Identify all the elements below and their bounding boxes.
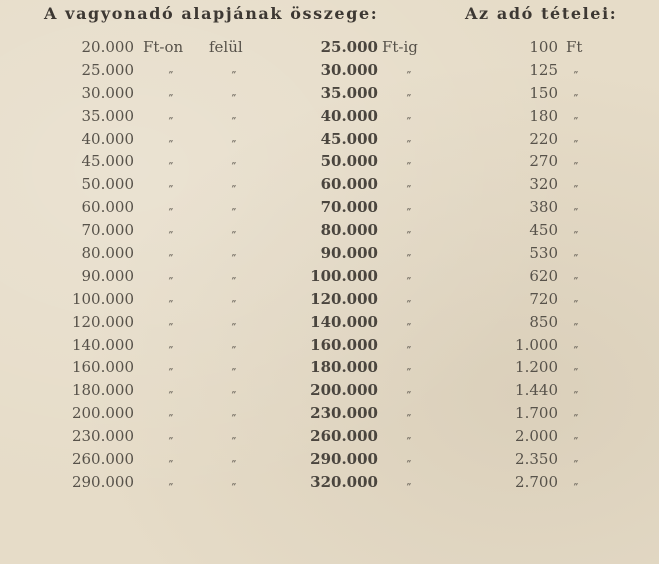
ditto-mark: „	[573, 407, 579, 419]
ditto-mark: „	[406, 384, 412, 396]
table-row	[0, 402, 659, 425]
ditto-mark: „	[406, 224, 412, 236]
ditto-mark: „	[406, 292, 412, 304]
cell-from: 30.000	[81, 83, 134, 102]
ditto-mark: „	[168, 86, 174, 98]
ditto-mark: „	[573, 453, 579, 465]
table-row	[0, 425, 659, 448]
ditto-mark: „	[168, 338, 174, 350]
table-row	[0, 196, 659, 219]
table-row	[0, 150, 659, 173]
cell-tax: 2.350	[515, 450, 558, 469]
cell-from: 260.000	[71, 450, 134, 469]
ditto-mark: „	[573, 86, 579, 98]
cell-tax: 270	[529, 152, 558, 171]
ditto-mark: „	[231, 224, 237, 236]
cell-tax: 380	[529, 198, 558, 217]
ditto-mark: „	[573, 315, 579, 327]
cell-from: 200.000	[71, 404, 134, 423]
cell-tax-unit: Ft	[566, 38, 583, 56]
cell-to: 200.000	[310, 381, 378, 400]
ditto-mark: „	[406, 475, 412, 487]
cell-tax: 150	[529, 83, 558, 102]
cell-tax: 850	[529, 312, 558, 331]
cell-from: 180.000	[71, 381, 134, 400]
cell-from: 290.000	[71, 472, 134, 491]
ditto-mark: „	[231, 178, 237, 190]
ditto-mark: „	[231, 292, 237, 304]
cell-to: 290.000	[310, 450, 378, 469]
ditto-mark: „	[406, 109, 412, 121]
ditto-mark: „	[231, 109, 237, 121]
cell-tax: 180	[529, 106, 558, 125]
ditto-mark: „	[231, 86, 237, 98]
ditto-mark: „	[573, 109, 579, 121]
ditto-mark: „	[573, 269, 579, 281]
cell-from: 60.000	[81, 198, 134, 217]
ditto-mark: „	[231, 155, 237, 167]
cell-tax: 620	[529, 266, 558, 285]
ditto-mark: „	[406, 361, 412, 373]
ditto-mark: „	[231, 430, 237, 442]
ditto-mark: „	[573, 178, 579, 190]
ditto-mark: „	[168, 384, 174, 396]
cell-to: 70.000	[320, 198, 378, 217]
cell-from-word: felül	[209, 38, 243, 56]
cell-to: 230.000	[310, 404, 378, 423]
ditto-mark: „	[573, 224, 579, 236]
ditto-mark: „	[406, 430, 412, 442]
table-row	[0, 105, 659, 128]
table-row	[0, 59, 659, 82]
ditto-mark: „	[168, 109, 174, 121]
cell-from-unit: Ft-on	[143, 38, 184, 56]
table-row	[0, 379, 659, 402]
ditto-mark: „	[406, 247, 412, 259]
cell-tax: 220	[529, 129, 558, 148]
table-row	[0, 334, 659, 357]
cell-from: 70.000	[81, 221, 134, 240]
ditto-mark: „	[168, 315, 174, 327]
ditto-mark: „	[231, 407, 237, 419]
cell-tax: 1.700	[515, 404, 558, 423]
ditto-mark: „	[573, 292, 579, 304]
ditto-mark: „	[168, 269, 174, 281]
cell-to: 90.000	[320, 244, 378, 263]
ditto-mark: „	[231, 247, 237, 259]
ditto-mark: „	[168, 407, 174, 419]
cell-to: 180.000	[310, 358, 378, 377]
ditto-mark: „	[231, 201, 237, 213]
ditto-mark: „	[231, 475, 237, 487]
cell-from: 230.000	[71, 427, 134, 446]
cell-tax: 1.200	[515, 358, 558, 377]
table-row	[0, 356, 659, 379]
cell-to: 25.000	[320, 38, 378, 56]
cell-tax: 530	[529, 244, 558, 263]
table-row	[0, 82, 659, 105]
ditto-mark: „	[231, 361, 237, 373]
cell-tax: 320	[529, 175, 558, 194]
ditto-mark: „	[168, 292, 174, 304]
ditto-mark: „	[406, 155, 412, 167]
table-row	[0, 265, 659, 288]
cell-tax: 1.440	[515, 381, 558, 400]
ditto-mark: „	[573, 430, 579, 442]
cell-to: 260.000	[310, 427, 378, 446]
ditto-mark: „	[168, 132, 174, 144]
cell-from: 90.000	[81, 266, 134, 285]
cell-from: 80.000	[81, 244, 134, 263]
table-row	[0, 36, 659, 59]
ditto-mark: „	[231, 132, 237, 144]
ditto-mark: „	[573, 155, 579, 167]
cell-to: 45.000	[320, 129, 378, 148]
cell-tax: 720	[529, 289, 558, 308]
ditto-mark: „	[573, 384, 579, 396]
ditto-mark: „	[406, 63, 412, 75]
ditto-mark: „	[168, 475, 174, 487]
cell-from: 25.000	[81, 60, 134, 79]
table-row	[0, 471, 659, 494]
table-row	[0, 242, 659, 265]
ditto-mark: „	[406, 269, 412, 281]
ditto-mark: „	[406, 86, 412, 98]
ditto-mark: „	[231, 269, 237, 281]
ditto-mark: „	[231, 338, 237, 350]
ditto-mark: „	[573, 132, 579, 144]
ditto-mark: „	[573, 247, 579, 259]
ditto-mark: „	[573, 338, 579, 350]
ditto-mark: „	[231, 315, 237, 327]
cell-from: 120.000	[71, 312, 134, 331]
ditto-mark: „	[168, 63, 174, 75]
table-row	[0, 219, 659, 242]
ditto-mark: „	[168, 453, 174, 465]
cell-to: 60.000	[320, 175, 378, 194]
table-row	[0, 128, 659, 151]
ditto-mark: „	[406, 178, 412, 190]
ditto-mark: „	[231, 63, 237, 75]
cell-from: 160.000	[71, 358, 134, 377]
ditto-mark: „	[168, 247, 174, 259]
ditto-mark: „	[573, 475, 579, 487]
cell-tax: 2.000	[515, 427, 558, 446]
ditto-mark: „	[406, 407, 412, 419]
cell-to: 160.000	[310, 335, 378, 354]
cell-from: 140.000	[71, 335, 134, 354]
table-row	[0, 448, 659, 471]
cell-to: 30.000	[320, 60, 378, 79]
ditto-mark: „	[168, 201, 174, 213]
ditto-mark: „	[406, 315, 412, 327]
cell-to: 100.000	[310, 266, 378, 285]
ditto-mark: „	[406, 132, 412, 144]
table-row	[0, 311, 659, 334]
cell-tax: 125	[529, 60, 558, 79]
cell-to: 50.000	[320, 152, 378, 171]
ditto-mark: „	[573, 201, 579, 213]
cell-to-unit: Ft-ig	[382, 38, 418, 56]
ditto-mark: „	[231, 453, 237, 465]
ditto-mark: „	[406, 338, 412, 350]
table-row	[0, 173, 659, 196]
cell-to: 320.000	[310, 472, 378, 491]
cell-to: 140.000	[310, 312, 378, 331]
ditto-mark: „	[168, 361, 174, 373]
cell-from: 35.000	[81, 106, 134, 125]
cell-from: 40.000	[81, 129, 134, 148]
ditto-mark: „	[168, 178, 174, 190]
ditto-mark: „	[406, 201, 412, 213]
cell-from: 100.000	[71, 289, 134, 308]
ditto-mark: „	[231, 384, 237, 396]
cell-to: 80.000	[320, 221, 378, 240]
cell-to: 120.000	[310, 289, 378, 308]
tax-table	[0, 36, 659, 494]
ditto-mark: „	[573, 63, 579, 75]
ditto-mark: „	[573, 361, 579, 373]
cell-tax: 100	[529, 38, 558, 56]
ditto-mark: „	[406, 453, 412, 465]
ditto-mark: „	[168, 155, 174, 167]
cell-from: 50.000	[81, 175, 134, 194]
header-tax-amounts: Az adó tételei:	[465, 4, 618, 23]
cell-from: 20.000	[81, 38, 134, 56]
table-row	[0, 288, 659, 311]
ditto-mark: „	[168, 224, 174, 236]
header-wealth-base: A vagyonadó alapjának összege:	[44, 4, 379, 23]
cell-tax: 2.700	[515, 472, 558, 491]
ditto-mark: „	[168, 430, 174, 442]
cell-from: 45.000	[81, 152, 134, 171]
cell-tax: 1.000	[515, 335, 558, 354]
cell-tax: 450	[529, 221, 558, 240]
cell-to: 35.000	[320, 83, 378, 102]
cell-to: 40.000	[320, 106, 378, 125]
